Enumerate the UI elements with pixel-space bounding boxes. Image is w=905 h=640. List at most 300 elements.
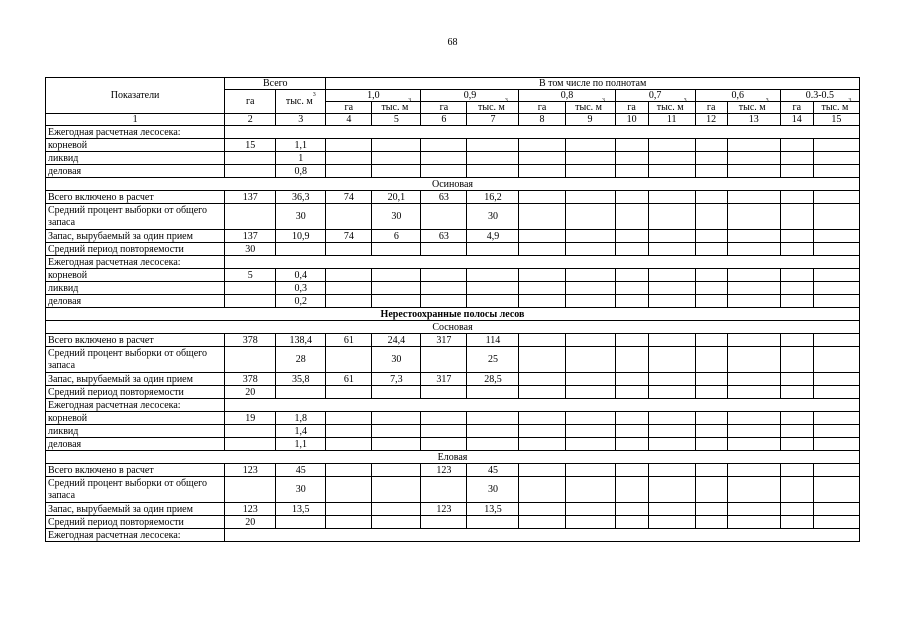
table-cell: [421, 269, 467, 282]
row-label: Всего включено в расчет: [46, 334, 225, 347]
table-row: [46, 503, 860, 516]
column-number: 8: [519, 114, 565, 126]
column-number: 13: [727, 114, 780, 126]
table-cell: [519, 386, 565, 399]
table-cell: [467, 295, 519, 308]
table-cell: [648, 165, 695, 178]
table-cell: [695, 269, 727, 282]
table-cell: [467, 243, 519, 256]
table-cell: [565, 516, 615, 529]
header-ha: га: [615, 102, 648, 114]
table-cell: [780, 230, 813, 243]
table-cell: 317: [421, 373, 467, 386]
row-label: деловая: [46, 438, 225, 451]
table-cell: [615, 477, 648, 503]
table-cell: [326, 204, 372, 230]
table-cell: [813, 334, 859, 347]
table-cell: [813, 165, 859, 178]
header-completeness: 0,7: [615, 90, 695, 102]
table-cell: [780, 295, 813, 308]
table-cell: [519, 373, 565, 386]
table-cell: [615, 464, 648, 477]
table-cell: [326, 243, 372, 256]
table-cell: [648, 438, 695, 451]
table-cell: [326, 269, 372, 282]
table-cell: 137: [225, 230, 276, 243]
table-row: [46, 386, 860, 399]
table-cell: [727, 191, 780, 204]
forest-harvest-table: [45, 77, 860, 542]
table-cell: [372, 425, 421, 438]
table-cell: [648, 230, 695, 243]
table-cell: [813, 503, 859, 516]
table-cell: [695, 412, 727, 425]
table-cell: 1,1: [276, 438, 326, 451]
table-row: [46, 373, 860, 386]
table-cell: [727, 243, 780, 256]
table-cell: [780, 412, 813, 425]
table-cell: [780, 347, 813, 373]
table-cell: [565, 230, 615, 243]
table-cell: [421, 412, 467, 425]
table-cell: [648, 516, 695, 529]
table-cell: [727, 438, 780, 451]
table-cell: [695, 516, 727, 529]
table-cell: [813, 139, 859, 152]
column-number: 14: [780, 114, 813, 126]
table-cell: [467, 139, 519, 152]
row-label: ликвид: [46, 152, 225, 165]
row-label: деловая: [46, 165, 225, 178]
table-cell: [565, 347, 615, 373]
table-cell: [326, 165, 372, 178]
table-cell: [695, 204, 727, 230]
table-cell: [780, 386, 813, 399]
table-cell: [648, 386, 695, 399]
table-cell: [225, 204, 276, 230]
table-row: [46, 126, 860, 139]
table-row: [46, 191, 860, 204]
table-cell: [565, 503, 615, 516]
table-cell: [727, 204, 780, 230]
table-cell: 20: [225, 386, 276, 399]
table-cell: [727, 425, 780, 438]
table-cell: 61: [326, 334, 372, 347]
header-total: Всего: [225, 78, 326, 90]
table-cell: [519, 230, 565, 243]
table-cell: [695, 464, 727, 477]
table-cell: [519, 282, 565, 295]
table-cell: 74: [326, 191, 372, 204]
table-cell: [372, 516, 421, 529]
table-cell: [372, 165, 421, 178]
table-cell: [326, 139, 372, 152]
table-cell: [565, 438, 615, 451]
table-cell: [565, 386, 615, 399]
table-cell: 13,5: [276, 503, 326, 516]
table-cell: [615, 373, 648, 386]
table-cell: [615, 425, 648, 438]
table-cell: [225, 477, 276, 503]
table-cell: [519, 191, 565, 204]
table-cell: 30: [467, 204, 519, 230]
table-cell: [813, 204, 859, 230]
table-cell: [615, 334, 648, 347]
table-cell: [648, 503, 695, 516]
header-volume: тыс. $м^3$: [372, 102, 421, 114]
table-cell: [648, 204, 695, 230]
table-cell: [648, 269, 695, 282]
table-cell: [780, 243, 813, 256]
header-volume: тыс. $м^3$: [648, 102, 695, 114]
table-cell: 28: [276, 347, 326, 373]
table-cell: 19: [225, 412, 276, 425]
table-cell: [326, 412, 372, 425]
table-cell: [326, 386, 372, 399]
table-cell: [372, 152, 421, 165]
table-cell: [615, 438, 648, 451]
empty-span-cell: [225, 126, 860, 139]
table-row: [46, 282, 860, 295]
header-completeness: 1,0: [326, 90, 421, 102]
table-cell: [813, 269, 859, 282]
table-cell: [615, 165, 648, 178]
table-cell: [372, 282, 421, 295]
table-cell: 63: [421, 191, 467, 204]
table-cell: [421, 438, 467, 451]
table-cell: [565, 295, 615, 308]
row-label: Ежегодная расчетная лесосека:: [46, 126, 225, 139]
table-cell: [565, 139, 615, 152]
table-cell: [780, 425, 813, 438]
table-cell: [565, 412, 615, 425]
table-cell: [780, 191, 813, 204]
table-cell: [372, 295, 421, 308]
table-cell: [727, 282, 780, 295]
table-cell: 30: [225, 243, 276, 256]
table-cell: [467, 282, 519, 295]
table-cell: [421, 243, 467, 256]
column-number: 11: [648, 114, 695, 126]
table-cell: [727, 464, 780, 477]
table-cell: [695, 243, 727, 256]
table-cell: [615, 152, 648, 165]
table-cell: 35,8: [276, 373, 326, 386]
row-label: корневой: [46, 412, 225, 425]
table-cell: 10,9: [276, 230, 326, 243]
row-label: Средний период повторяемости: [46, 386, 225, 399]
table-cell: 123: [225, 503, 276, 516]
table-cell: [421, 165, 467, 178]
table-cell: [615, 282, 648, 295]
table-cell: [695, 503, 727, 516]
table-cell: [780, 438, 813, 451]
section-title: Осиновая: [46, 178, 860, 191]
table-cell: [813, 243, 859, 256]
table-row: [46, 269, 860, 282]
table-row: [46, 347, 860, 373]
table-cell: [326, 347, 372, 373]
row-label: Средний процент выборки от общего запаса: [46, 204, 225, 230]
table-cell: 13,5: [467, 503, 519, 516]
table-row: [46, 243, 860, 256]
table-cell: [467, 269, 519, 282]
header-ha: га: [421, 102, 467, 114]
table-cell: [519, 347, 565, 373]
section-title: Еловая: [46, 451, 860, 464]
table-cell: [813, 191, 859, 204]
empty-span-cell: [225, 529, 860, 542]
table-cell: [421, 425, 467, 438]
row-label: Запас, вырубаемый за один прием: [46, 230, 225, 243]
row-label: Ежегодная расчетная лесосека:: [46, 529, 225, 542]
table-cell: 74: [326, 230, 372, 243]
row-label: Всего включено в расчет: [46, 464, 225, 477]
table-cell: [813, 282, 859, 295]
table-cell: [326, 477, 372, 503]
table-cell: [372, 412, 421, 425]
table-cell: 61: [326, 373, 372, 386]
column-number: 7: [467, 114, 519, 126]
table-cell: [648, 191, 695, 204]
header-volume: тыс. $м^3$: [727, 102, 780, 114]
table-cell: [615, 269, 648, 282]
table-cell: [421, 516, 467, 529]
table-cell: [727, 295, 780, 308]
table-cell: [615, 295, 648, 308]
table-row: [46, 529, 860, 542]
table-cell: [565, 373, 615, 386]
table-cell: [519, 425, 565, 438]
table-cell: [727, 347, 780, 373]
row-label: Средний процент выборки от общего запаса: [46, 477, 225, 503]
table-cell: [727, 230, 780, 243]
table-cell: [372, 139, 421, 152]
table-cell: [727, 334, 780, 347]
table-cell: [565, 243, 615, 256]
table-cell: [615, 347, 648, 373]
table-cell: [467, 412, 519, 425]
table-cell: [695, 165, 727, 178]
table-cell: 0,8: [276, 165, 326, 178]
header-indicators: Показатели: [46, 78, 225, 114]
row-label: деловая: [46, 295, 225, 308]
table-cell: [519, 269, 565, 282]
table-cell: [615, 230, 648, 243]
table-cell: [519, 139, 565, 152]
column-number: 2: [225, 114, 276, 126]
table-cell: [648, 334, 695, 347]
table-cell: [695, 477, 727, 503]
table-cell: 123: [225, 464, 276, 477]
table-cell: [780, 373, 813, 386]
header-completeness: 0,8: [519, 90, 615, 102]
table-cell: [421, 477, 467, 503]
table-cell: [780, 282, 813, 295]
column-number: 9: [565, 114, 615, 126]
table-cell: [648, 347, 695, 373]
table-cell: [372, 269, 421, 282]
row-label: ликвид: [46, 282, 225, 295]
column-number: 5: [372, 114, 421, 126]
table-cell: 114: [467, 334, 519, 347]
table-cell: [695, 438, 727, 451]
table-cell: [813, 373, 859, 386]
table-cell: 123: [421, 464, 467, 477]
table-cell: [813, 477, 859, 503]
column-number: 6: [421, 114, 467, 126]
table-cell: [695, 295, 727, 308]
table-row: [46, 477, 860, 503]
table-cell: 123: [421, 503, 467, 516]
table-row: [46, 165, 860, 178]
table-cell: [225, 165, 276, 178]
column-number: 3: [276, 114, 326, 126]
table-cell: [648, 139, 695, 152]
table-cell: [727, 412, 780, 425]
table-row: [46, 438, 860, 451]
table-cell: [326, 503, 372, 516]
table-cell: [780, 503, 813, 516]
table-cell: [648, 295, 695, 308]
table-cell: [615, 412, 648, 425]
table-cell: [813, 230, 859, 243]
table-cell: [421, 347, 467, 373]
table-cell: [780, 477, 813, 503]
table-cell: [695, 386, 727, 399]
table-cell: [780, 334, 813, 347]
table-cell: [727, 165, 780, 178]
table-cell: [467, 386, 519, 399]
table-row: [46, 399, 860, 412]
table-cell: [727, 269, 780, 282]
table-cell: [276, 386, 326, 399]
row-label: ликвид: [46, 425, 225, 438]
table-cell: [780, 204, 813, 230]
table-row: [46, 425, 860, 438]
table-cell: 138,4: [276, 334, 326, 347]
table-cell: [326, 464, 372, 477]
row-label: корневой: [46, 269, 225, 282]
header-ha: га: [326, 102, 372, 114]
table-cell: [421, 139, 467, 152]
row-label: Средний период повторяемости: [46, 243, 225, 256]
table-cell: [695, 282, 727, 295]
table-cell: [467, 165, 519, 178]
row-label: Ежегодная расчетная лесосека:: [46, 399, 225, 412]
table-cell: 15: [225, 139, 276, 152]
table-cell: [421, 282, 467, 295]
table-row: [46, 334, 860, 347]
table-cell: 0,3: [276, 282, 326, 295]
table-cell: [519, 165, 565, 178]
table-cell: [421, 386, 467, 399]
table-cell: [695, 152, 727, 165]
table-cell: 63: [421, 230, 467, 243]
table-cell: [695, 230, 727, 243]
table-cell: [565, 165, 615, 178]
table-cell: [326, 516, 372, 529]
table-cell: [695, 139, 727, 152]
table-row: [46, 256, 860, 269]
table-cell: [372, 464, 421, 477]
table-cell: [727, 477, 780, 503]
table-cell: [372, 386, 421, 399]
table-cell: [648, 243, 695, 256]
section-row: [46, 321, 860, 334]
page-number: 68: [447, 37, 458, 48]
row-label: корневой: [46, 139, 225, 152]
header-completeness: 0.3-0.5: [780, 90, 859, 102]
table-cell: [780, 464, 813, 477]
column-number: 1: [46, 114, 225, 126]
table-row: [46, 204, 860, 230]
table-cell: [421, 295, 467, 308]
table-cell: [565, 477, 615, 503]
table-cell: [519, 464, 565, 477]
table-cell: [695, 373, 727, 386]
table-cell: [372, 243, 421, 256]
table-cell: 24,4: [372, 334, 421, 347]
table-cell: 16,2: [467, 191, 519, 204]
table-cell: [519, 204, 565, 230]
header-ha: га: [519, 102, 565, 114]
table-cell: [225, 152, 276, 165]
table-cell: [225, 295, 276, 308]
table-cell: [615, 503, 648, 516]
header-volume: тыс. $м^3$: [565, 102, 615, 114]
table-cell: 1,1: [276, 139, 326, 152]
header-completeness: 0,6: [695, 90, 780, 102]
table-cell: [565, 191, 615, 204]
header-completeness: 0,9: [421, 90, 519, 102]
table-cell: 45: [467, 464, 519, 477]
table-cell: [813, 412, 859, 425]
header-total-ha: га: [225, 90, 276, 114]
table-cell: [727, 152, 780, 165]
table-cell: [565, 334, 615, 347]
table-cell: [813, 347, 859, 373]
table-cell: [519, 152, 565, 165]
table-cell: [276, 516, 326, 529]
table-cell: [519, 503, 565, 516]
table-cell: [648, 282, 695, 295]
table-cell: 4,9: [467, 230, 519, 243]
header-volume: тыс. $м^3$: [467, 102, 519, 114]
table-cell: [326, 438, 372, 451]
table-cell: [565, 464, 615, 477]
table-cell: 0,4: [276, 269, 326, 282]
table-cell: [695, 347, 727, 373]
table-cell: 28,5: [467, 373, 519, 386]
table-cell: 7,3: [372, 373, 421, 386]
row-label: Средний процент выборки от общего запаса: [46, 347, 225, 373]
table-cell: [565, 282, 615, 295]
header-ha: га: [780, 102, 813, 114]
table-cell: [276, 243, 326, 256]
table-cell: [727, 516, 780, 529]
table-cell: 317: [421, 334, 467, 347]
table-cell: [727, 503, 780, 516]
table-cell: [648, 464, 695, 477]
column-number: 15: [813, 114, 859, 126]
table-cell: [695, 425, 727, 438]
table-cell: [615, 139, 648, 152]
table-cell: [780, 152, 813, 165]
table-cell: [727, 386, 780, 399]
table-cell: 5: [225, 269, 276, 282]
column-number: 4: [326, 114, 372, 126]
